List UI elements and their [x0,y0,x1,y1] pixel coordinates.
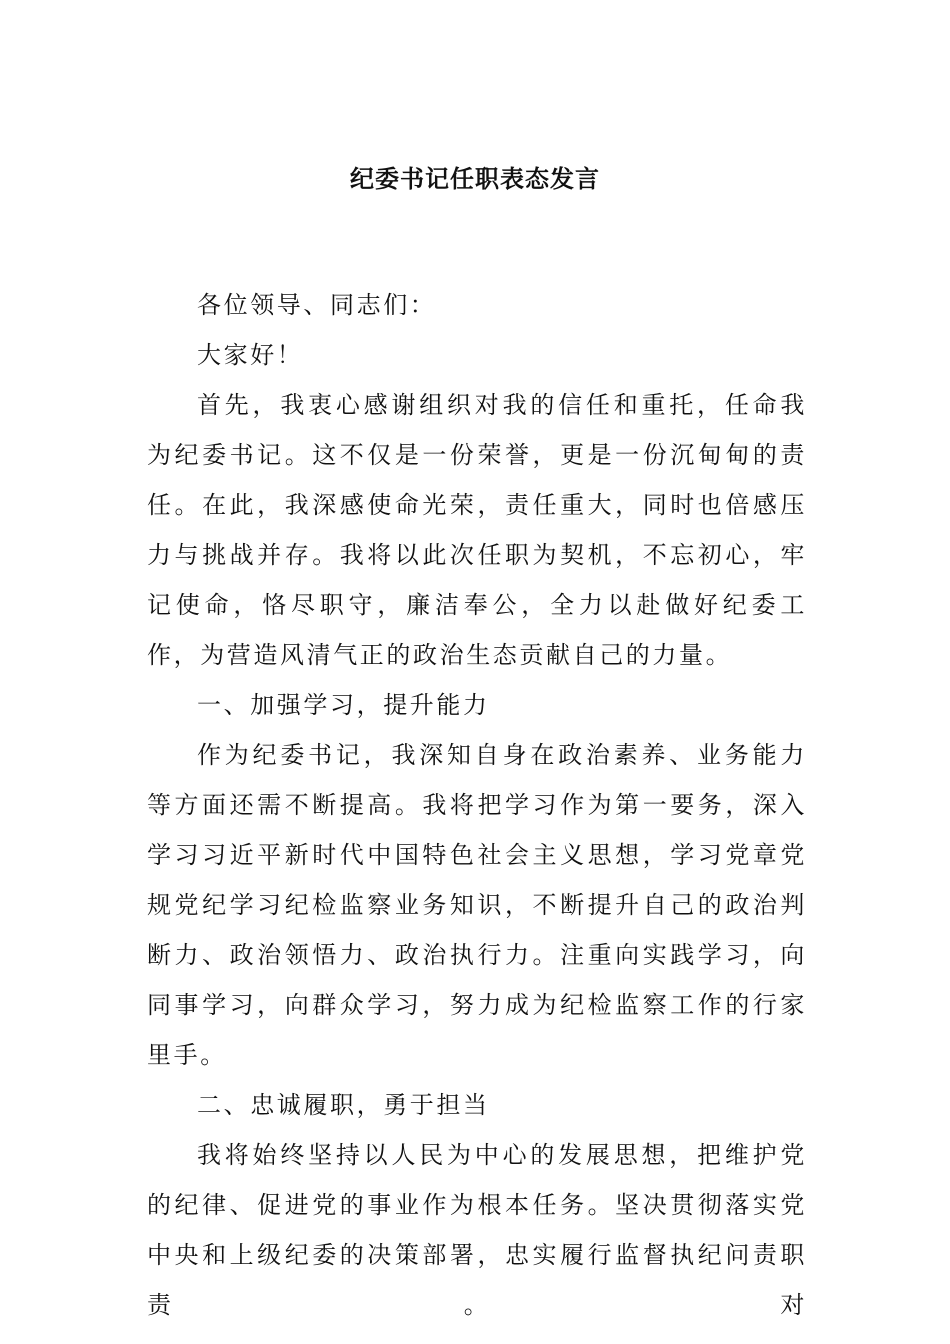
document-body [147,280,807,1330]
section-heading-1: 一、加强学习，提升能力 [197,691,490,719]
document-title: 纪委书记任职表态发言 [350,164,600,193]
paragraph-intro: 首先，我衷心感谢组织对我的信任和重托，任命我为纪委书记。这不仅是一份荣誉，更是一份沉甸甸的责任。在此，我深感使命光荣，责任重大，同时也倍感压力与挑战并存。我将以此次任职为契机，不忘初心，牢记使命，恪尽职守，廉洁奉公，全力以赴做好纪委工作，为营造风清气正的政治生态贡献自己的力量。 [147,391,807,669]
greeting: 大家好！ [197,341,304,369]
section-heading-2: 二、忠诚履职，勇于担当 [197,1091,490,1119]
salutation: 各位领导、同志们： [197,291,437,319]
paragraph-section-1: 作为纪委书记，我深知自身在政治素养、业务能力等方面还需不断提高。我将把学习作为第一要务，深入学习习近平新时代中国特色社会主义思想，学习党章党规党纪学习纪检监察业务知识，不断提升自己的政治判断力、政治领悟力、政治执行力。注重向实践学习，向同事学习，向群众学习，努力成为纪检监察工作的行家里手。 [147,741,807,1069]
paragraph-section-2: 我将始终坚持以人民为中心的发展思想，把维护党的纪律、促进党的事业作为根本任务。坚决贯彻落实党中央和上级纪委的决策部署，忠实履行监督执纪问责职责。对 [147,1141,807,1319]
